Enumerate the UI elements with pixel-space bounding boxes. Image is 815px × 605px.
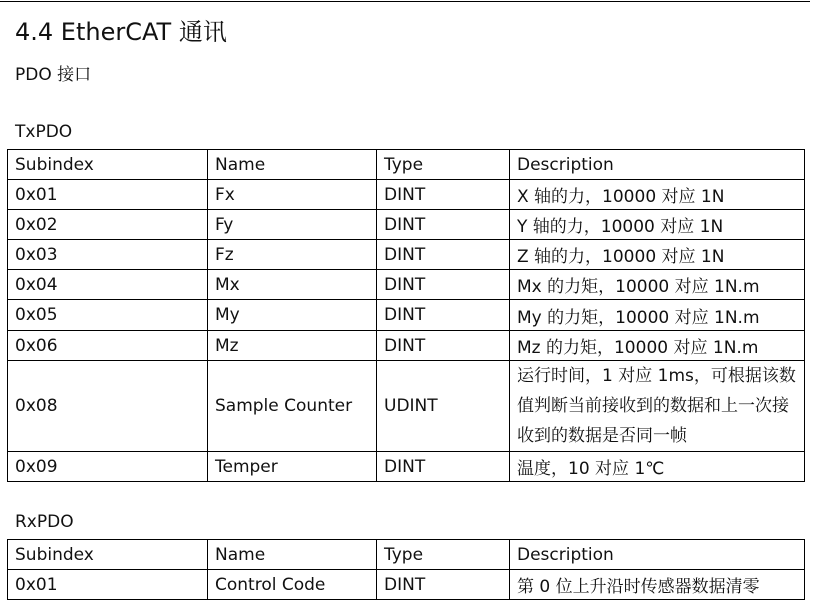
txpdo-table xyxy=(7,149,805,482)
table-row xyxy=(8,300,805,331)
section-subtitle: PDO 接口 xyxy=(15,65,92,85)
table-row xyxy=(8,570,805,600)
cell-type: DINT xyxy=(377,180,510,210)
cell-description: Mx 的力矩，10000 对应 1N.m xyxy=(510,270,805,300)
cell-description: Y 轴的力，10000 对应 1N xyxy=(510,210,805,240)
cell-description: 第 0 位上升沿时传感器数据清零 xyxy=(510,570,805,600)
cell-description: X 轴的力，10000 对应 1N xyxy=(510,180,805,210)
cell-name: Mz xyxy=(208,331,377,361)
table-row xyxy=(8,210,805,240)
cell-subindex: 0x02 xyxy=(8,210,208,240)
top-rule xyxy=(0,1,810,2)
rxpdo-table xyxy=(7,539,805,600)
cell-description: 运行时间，1 对应 1ms，可根据该数值判断当前接收到的数据和上一次接收到的数据是否同一帧 xyxy=(510,361,805,452)
section-title: 4.4 EtherCAT 通讯 xyxy=(15,18,227,46)
table-row xyxy=(8,240,805,270)
cell-description: 温度，10 对应 1℃ xyxy=(510,452,805,482)
cell-subindex: 0x01 xyxy=(8,570,208,600)
cell-subindex: 0x03 xyxy=(8,240,208,270)
cell-type: DINT xyxy=(377,331,510,361)
cell-name: Fy xyxy=(208,210,377,240)
cell-subindex: 0x09 xyxy=(8,452,208,482)
cell-description: Z 轴的力，10000 对应 1N xyxy=(510,240,805,270)
cell-type: DINT xyxy=(377,270,510,300)
table-header-row xyxy=(8,540,805,570)
table-row xyxy=(8,331,805,361)
table-row xyxy=(8,361,805,452)
cell-type: DINT xyxy=(377,452,510,482)
column-header-subindex: Subindex xyxy=(8,540,208,570)
cell-subindex: 0x04 xyxy=(8,270,208,300)
column-header-type: Type xyxy=(377,540,510,570)
cell-type: UDINT xyxy=(377,361,510,452)
cell-description: Mz 的力矩，10000 对应 1N.m xyxy=(510,331,805,361)
column-header-description: Description xyxy=(510,540,805,570)
cell-type: DINT xyxy=(377,240,510,270)
cell-name: Temper xyxy=(208,452,377,482)
cell-subindex: 0x08 xyxy=(8,361,208,452)
table-row xyxy=(8,270,805,300)
cell-name: My xyxy=(208,300,377,331)
cell-name: Control Code xyxy=(208,570,377,600)
cell-name: Mx xyxy=(208,270,377,300)
cell-name: Fx xyxy=(208,180,377,210)
column-header-name: Name xyxy=(208,540,377,570)
table-row xyxy=(8,180,805,210)
rxpdo-label: RxPDO xyxy=(15,512,74,532)
column-header-type: Type xyxy=(377,150,510,180)
column-header-name: Name xyxy=(208,150,377,180)
cell-type: DINT xyxy=(377,210,510,240)
cell-subindex: 0x06 xyxy=(8,331,208,361)
table-row xyxy=(8,452,805,482)
txpdo-label: TxPDO xyxy=(15,122,73,142)
cell-name: Fz xyxy=(208,240,377,270)
column-header-subindex: Subindex xyxy=(8,150,208,180)
table-header-row xyxy=(8,150,805,180)
cell-type: DINT xyxy=(377,300,510,331)
cell-description: My 的力矩，10000 对应 1N.m xyxy=(510,300,805,331)
cell-subindex: 0x05 xyxy=(8,300,208,331)
cell-type: DINT xyxy=(377,570,510,600)
cell-name: Sample Counter xyxy=(208,361,377,452)
cell-subindex: 0x01 xyxy=(8,180,208,210)
column-header-description: Description xyxy=(510,150,805,180)
